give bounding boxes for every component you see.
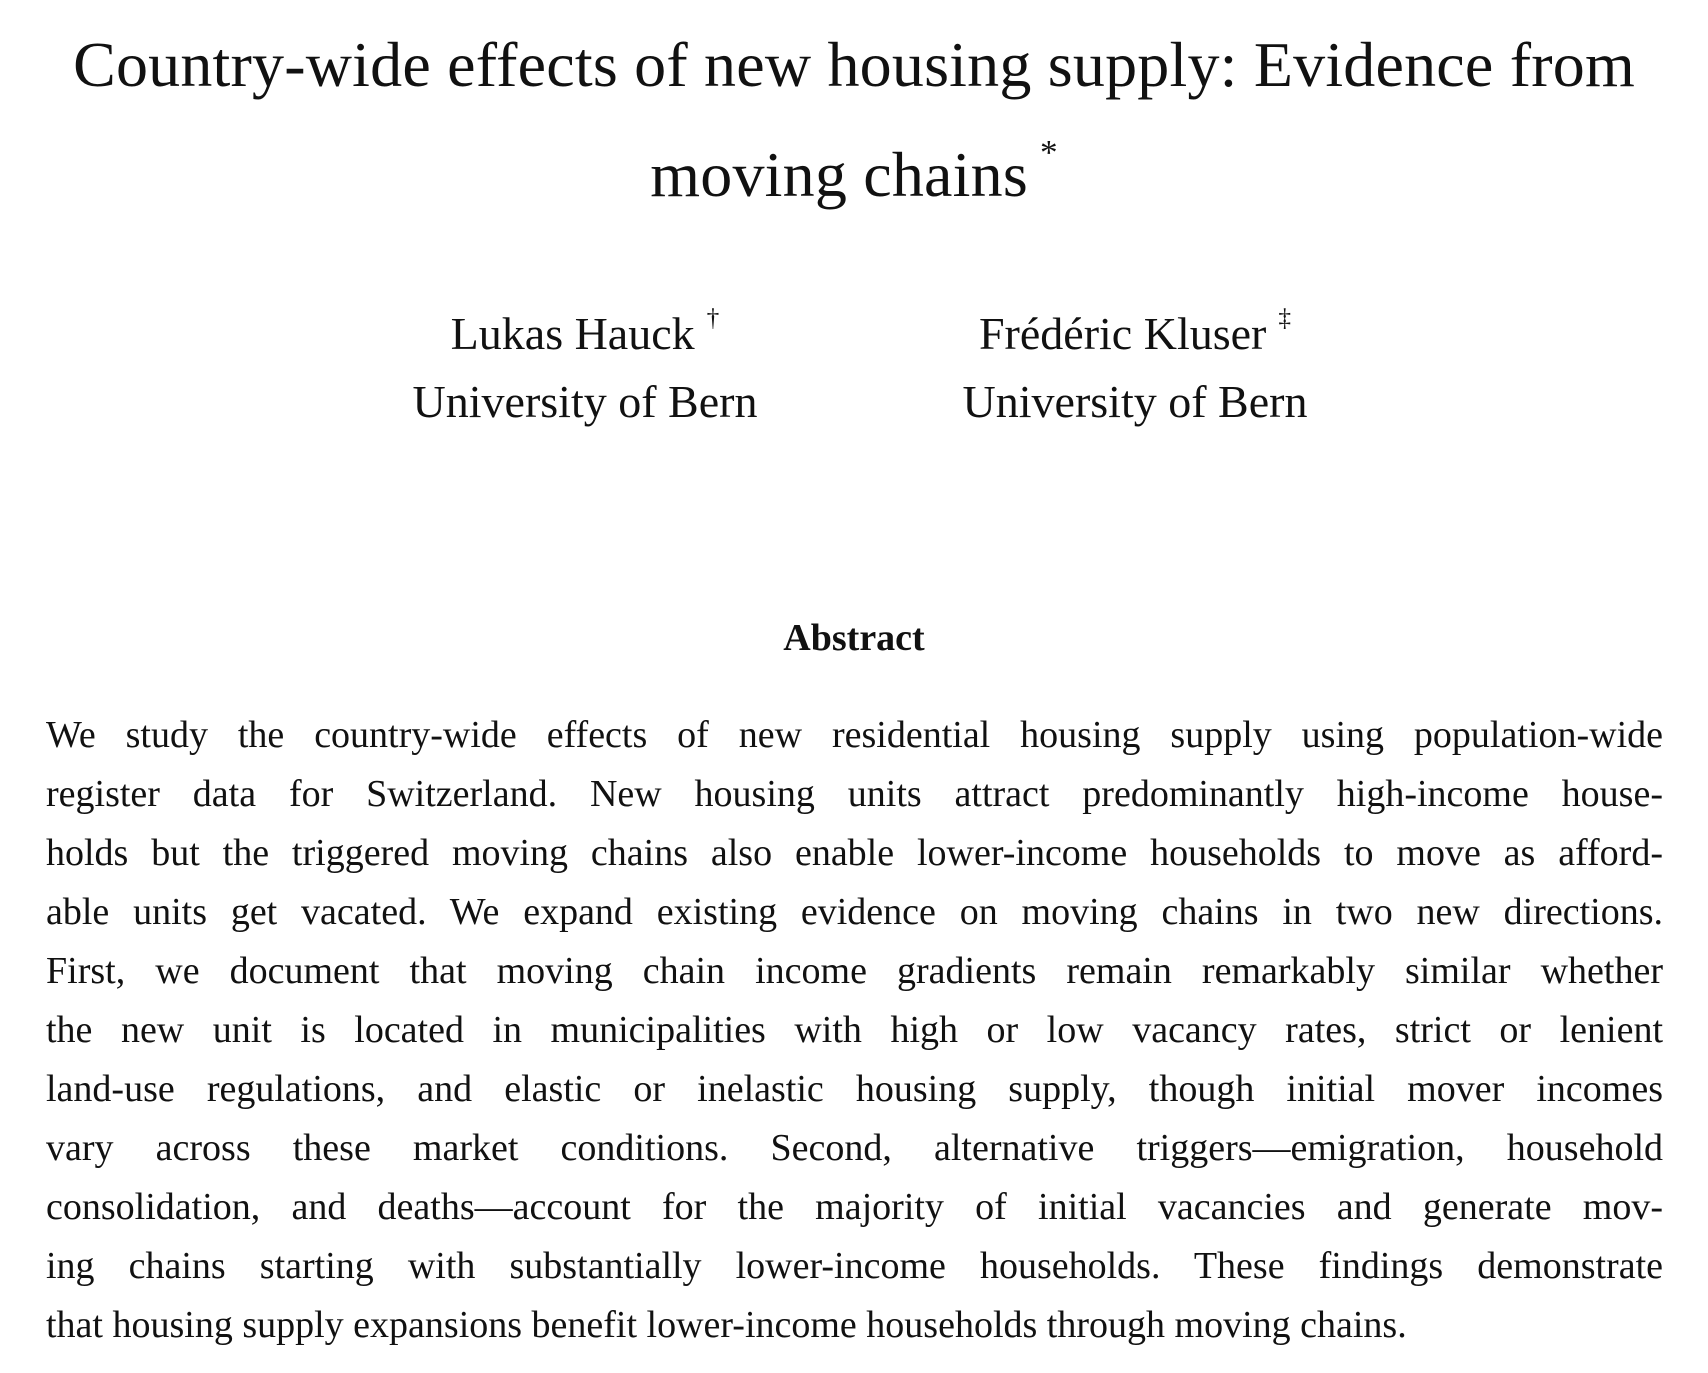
abstract-line: that housing supply expansions benefit lower-income households through moving chains.: [46, 1304, 1407, 1346]
author-2-name: [905, 300, 1365, 368]
abstract-line: consolidation, and deaths—account for the majority of initial vacancies and generate mov-: [46, 1186, 1663, 1228]
author-2-name-text: Frédéric Kluser: [978, 308, 1267, 359]
author-1-footnote-mark[interactable]: †: [706, 304, 720, 333]
abstract-line: ing chains starting with substantially lower-income households. These findings demonstrate: [46, 1245, 1663, 1287]
author-block: [0, 300, 1708, 440]
abstract-line: able units get vacated. We expand existing evidence on moving chains in two new directions.: [46, 891, 1663, 933]
paper-title-line-1: Country-wide effects of new housing supply: Evidence from: [73, 29, 1635, 100]
author-1-name: [355, 300, 815, 368]
paper-title-line-2-text: moving chains: [650, 139, 1028, 210]
abstract-line: vary across these market conditions. Second, alternative triggers—emigration, household: [46, 1127, 1663, 1169]
abstract-heading: Abstract: [783, 617, 925, 659]
paper-title: [0, 10, 1708, 230]
author-2: [905, 300, 1365, 436]
author-2-affiliation: University of Bern: [962, 376, 1308, 427]
abstract-line: First, we document that moving chain income gradients remain remarkably similar whether: [46, 950, 1663, 992]
author-1-affiliation: University of Bern: [412, 376, 758, 427]
abstract-line: We study the country-wide effects of new residential housing supply using population-wide: [46, 714, 1663, 756]
abstract-line: holds but the triggered moving chains also enable lower-income households to move as afford-: [46, 832, 1663, 874]
author-2-footnote-mark[interactable]: ‡: [1278, 304, 1292, 333]
title-footnote-mark[interactable]: *: [1039, 133, 1058, 173]
abstract-line: land-use regulations, and elastic or inelastic housing supply, though initial mover incomes: [46, 1068, 1663, 1110]
abstract-line: register data for Switzerland. New housing units attract predominantly high-income house-: [46, 773, 1663, 815]
author-1-name-text: Lukas Hauck: [450, 308, 695, 359]
paper-title-line-2: [0, 120, 1708, 230]
abstract-body: [46, 706, 1663, 1355]
abstract-line: the new unit is located in municipalities with high or low vacancy rates, strict or lenient: [46, 1009, 1663, 1051]
author-1: [355, 300, 815, 436]
